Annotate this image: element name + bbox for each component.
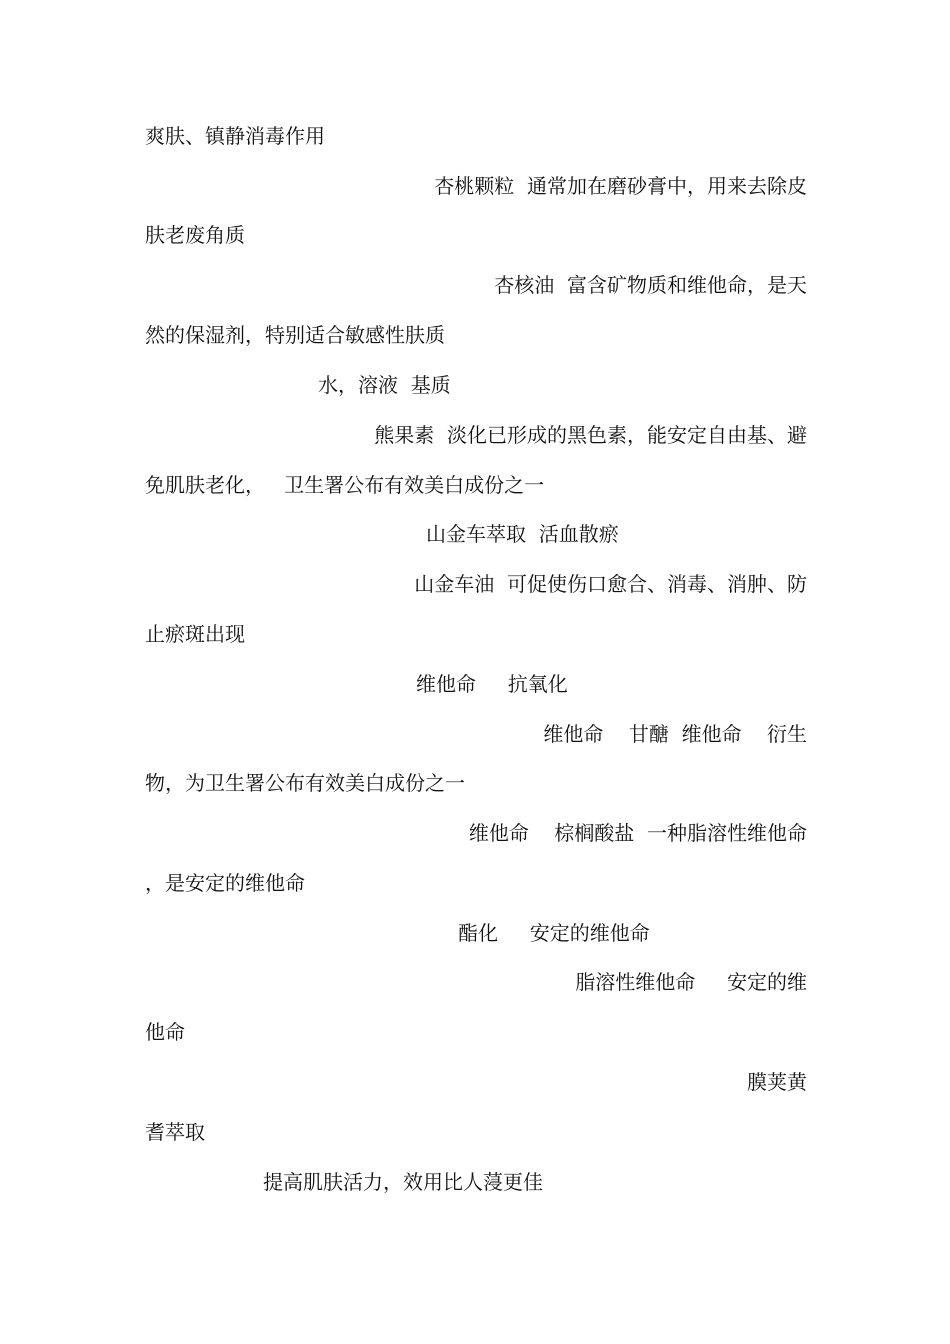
text-line: 耆萃取 xyxy=(145,1120,205,1144)
text-line: 免肌肤老化， 卫生署公布有效美白成份之一 xyxy=(145,473,545,497)
text-line: 止瘀斑出现 xyxy=(145,622,245,646)
text-line: 脂溶性维他命 安定的维 xyxy=(575,970,807,994)
text-line: 然的保湿剂，特别适合敏感性肤质 xyxy=(145,323,445,347)
text-line: 他命 xyxy=(145,1020,185,1044)
text-line: 熊果素 淡化已形成的黑色素，能安定自由基、避 xyxy=(374,423,807,447)
text-line: 山金车油 可促使伤口愈合、消毒、消肿、防 xyxy=(414,572,807,596)
text-line: 肤老废角质 xyxy=(145,223,245,247)
text-line: 杏核油 富含矿物质和维他命，是天 xyxy=(494,273,807,297)
text-line: 提高肌肤活力，效用比人蓡更佳 xyxy=(263,1170,543,1194)
text-line: 酯化 安定的维他命 xyxy=(458,921,650,945)
text-line: 山金车萃取 活血散瘀 xyxy=(426,522,619,546)
text-line: 维他命 棕榈酸盐 一种脂溶性维他命 xyxy=(468,821,807,845)
text-line: 维他命 抗氧化 xyxy=(416,672,568,696)
text-line: 维他命 甘醣 维他命 衍生 xyxy=(543,722,807,746)
text-line: 物，为卫生署公布有效美白成份之一 xyxy=(145,771,465,795)
text-line: 水，溶液 基质 xyxy=(318,373,451,397)
text-line: ，是安定的维他命 xyxy=(145,871,305,895)
text-line: 爽肤、镇静消毒作用 xyxy=(145,124,325,148)
text-line: 膜荚黄 xyxy=(747,1070,807,1094)
text-line: 杏桃颗粒 通常加在磨砂膏中，用来去除皮 xyxy=(434,174,807,198)
